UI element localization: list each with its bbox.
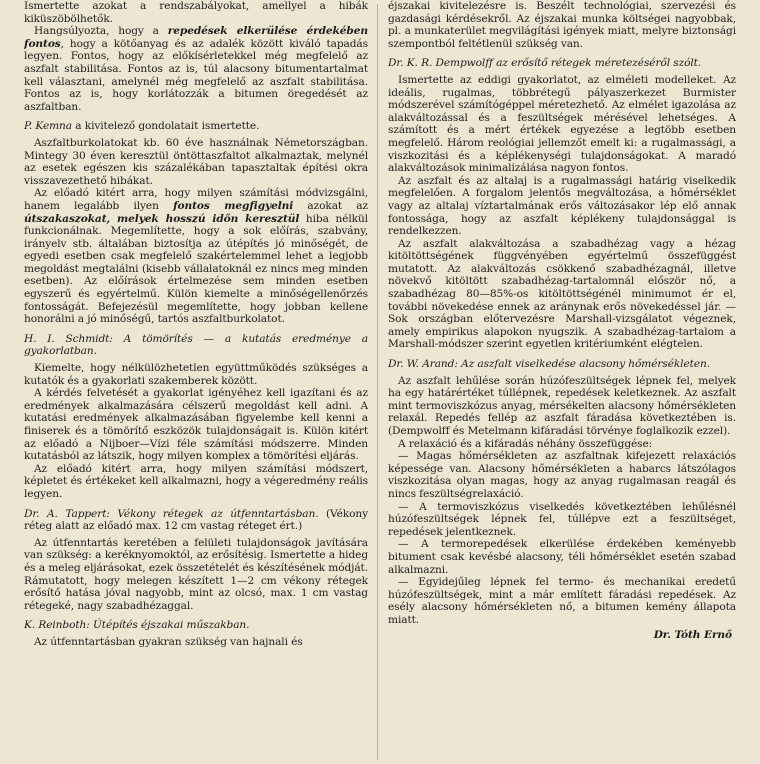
text-run: , hogy a kötőanyag és az adalék között kiváló tapadás legyen. Fontos, hogy az előkísérletekkel még megfelelő az aszfalt stabilitása. Fontos az is, túl alacsony bitumentartalmat kell választani, amelynél még megfelelő az aszfalt stabilitása. Fontos az is, hogy korlátozzák a bitumen öregedését az aszfaltban.	[24, 37, 368, 113]
section-heading: Dr. K. R. Dempwolff az erősítő rétegek méretezéséről szólt.	[388, 57, 702, 70]
left-column	[24, 0, 368, 764]
paragraph: Ismertette az eddigi gyakorlatot, az elméleti modelleket. Az ideális, rugalmas, többrétegű pályaszerkezet Burmister módszerével számítógéppel méretezhető. Az elmélet igazolása az alakváltozással és a feszültségek mérésével lehetséges. A számított és a mért értékek egyezése a legtöbb esetben megfelelő. Három reológiai jellemzőt emelt ki: a rugalmassági, a viszkozitási és a képlékenységi tulajdonságokat. A maradó alakváltozások minimalizálása nagyon fontos.	[388, 73, 736, 175]
paragraph: Az útfenntartásban gyakran szükség van hajnali és	[34, 635, 303, 648]
paragraph: — Egyidejűleg lépnek fel termo- és mechanikai eredetű húzófeszültségek, mint a már említett fáradási repedések. Az esély alacsony hőmérsékleten nő, a bitumen kemény állapota miatt.	[388, 576, 736, 626]
heading-text: a kivitelező gondolatait ismertette.	[72, 120, 260, 133]
section-heading	[24, 508, 368, 533]
text-run: Hangsúlyozta, hogy a	[34, 25, 168, 38]
section-heading: K. Reinboth: Útépítés éjszakai műszakban.	[24, 619, 250, 632]
paragraph: Kiemelte, hogy nélkülözhetetlen együttműködés szükséges a kutatók és a gyakorlati szakemberek között.	[24, 362, 368, 387]
paragraph	[24, 187, 368, 326]
paragraph: Aszfaltburkolatokat kb. 60 éve használnak Németországban. Mintegy 30 éven keresztül öntöttaszfaltot alkalmaztak, melynél az esetek egészen kis százalékában tapasztaltak építési okra visszavezethető hibákat.	[24, 136, 368, 187]
paragraph	[24, 25, 368, 113]
emphasis: repedések elkerülése érdekében fontos	[24, 25, 368, 50]
paragraph: Az útfenntartás keretében a felületi tulajdonságok javítására van szükség: a keréknyomoktól, az erősítésig. Ismertette a hideg és a meleg eljárásokat, ezek összetételét és készítésének módját. Rámutatott, hogy melegen készített 1—2 cm vékony rétegek erősítő hatása jóval nagyobb, mint az olcsó, max. 1 cm vastag rétegeké, nagy szabadhézaggal.	[24, 536, 368, 612]
section-heading	[24, 120, 368, 133]
right-column	[388, 0, 736, 764]
signature: Dr. Tóth Ernő	[653, 628, 732, 641]
text-run: hiba nélkül funkcionálnak. Megemlítette, hogy a sok előírás, szabvány, irányelv stb. általában biztosítja az útépítés jó minőségét, de egyedi esetben csak megfelelő szakértelemmel lehet a legjobb megoldást megtalálni (kisebb vállalatoknál ez nincs meg minden esetben). Az előírások értelmezése sem minden esetben egyszerű és egyértelmű. Külön kiemelte a minőségellenőrzés fontosságát. Befejezésül megemlítette, hogy jobban kellene honorálni a jó minőségű, tartós aszfaltburkolatot.	[24, 212, 368, 326]
heading-tail: (Vékony réteg alatt az előadó max. 12 cm vastag réteget ért.)	[24, 507, 368, 533]
paragraph: — A termorepedések elkerülése érdekében keményebb bitument csak kevésbé alacsony, téli hőmérséklet esetén szabad alkalmazni.	[388, 538, 736, 576]
emphasis: útszakaszokat, melyek hosszú időn keresztül	[24, 212, 300, 225]
author-name: P. Kemna	[24, 120, 72, 133]
emphasis: fontos megfigyelni	[173, 199, 294, 212]
paragraph: Ismertette azokat a rendszabályokat, amellyel a hibák kiküszöbölhetők.	[24, 0, 368, 25]
text-run: azokat az	[293, 199, 368, 212]
paragraph: éjszakai kivitelezésre is. Beszélt technológiai, szervezési és gazdasági kérdésekről. Az éjszakai munka költségei nagyobbak, pl. a munkaterület megvilágítási igények miatt, melyre biztonsági szempontból feltétlenül szükség van.	[388, 0, 736, 50]
paragraph: Az aszfalt lehűlése során húzófeszültségek lépnek fel, melyek ha egy határértéket túllépnek, repedések keletkeznek. Az aszfalt mint termoviszkózus anyag, mérsékelten alacsony hőmérsékleten relaxál. Repedés fellép az aszfalt fáradása következtében is. (Dempwolff és Metelmann kifáradási törvénye foglalkozik ezzel).	[388, 374, 736, 437]
paragraph: A kérdés felvetését a gyakorlat igényéhez kell igazítani és az eredmények alkalmazására célszerű megoldást kell adni. A kutatási eredmények alkalmazásában figyelembe kell kenni a finiserek és a tömörítő eszközök tulajdonságait is. Külön kitért az előadó a Nijboer—Vízi féle számítási módszerre. Minden kutatásból az látszik, hogy milyen komplex a tömörítési eljárás.	[24, 387, 368, 463]
paragraph: Az aszfalt és az altalaj is a rugalmassági határig viselkedik megfelelően. A forgalom jelentős megváltozása, a hőmérséklet vagy az altalaj víztartalmának erős változásakor lép elő annak fontossága, hogy az aszfalt képlékeny tulajdonsággal is rendelkezzen.	[388, 174, 736, 238]
heading-text: Dr. A. Tappert: Vékony rétegek az útfenntartásban.	[24, 507, 319, 520]
paragraph: A relaxáció és a kifáradás néhány összefüggése:	[398, 437, 653, 450]
paragraph: Az aszfalt alakváltozása a szabadhézag vagy a hézag kitöltöttségének függvényében egyértelmű összefüggést mutatott. Az alakváltozás csökkenő szabadhézagnál, illetve növekvő kitöltött szabadhézag-tartalomnál először nő, a szabadhézag 80—85%-os kitöltöttségénél minimumot ér el, további növekedése ennek az aránynak erős növekedéssel jár. — Sok országban előtervezésre Marshall-vizsgálatot végeznek, amely empirikus alapokon nyugszik. A szabadhézag-tartalom a Marshall-módszer szerint egyetlen kritériumként elégtelen.	[388, 237, 736, 351]
paragraph: Az előadó kitért arra, hogy milyen számítási módszert, képletet és értékeket kell alkalmazni, hogy a végeredmény reális legyen.	[24, 462, 368, 500]
section-heading: Dr. W. Arand: Az aszfalt viselkedése alacsony hőmérsékleten.	[388, 358, 710, 371]
text-run: Az előadó kitért arra, hogy milyen számítási módvizsgálni, hanem legalább ilyen	[24, 187, 368, 212]
column-divider	[377, 4, 378, 760]
paragraph: — Magas hőmérsékleten az aszfaltnak kifejezett relaxációs képessége van. Alacsony hőmérsékleten a habarcs látszólagos viszkozitása olyan magas, hogy az anyag rugalmasan reagál és nincs feszültségrelaxáció.	[388, 450, 736, 500]
section-heading: H. I. Schmidt: A tömörítés — a kutatás eredménye a gyakorlatban.	[24, 332, 368, 358]
paragraph: — A termoviszkózus viselkedés következtében lehűlésnél húzófeszültségek lépnek fel, túllépve ezt a feszültséget, repedések jelentkeznek.	[388, 500, 736, 538]
